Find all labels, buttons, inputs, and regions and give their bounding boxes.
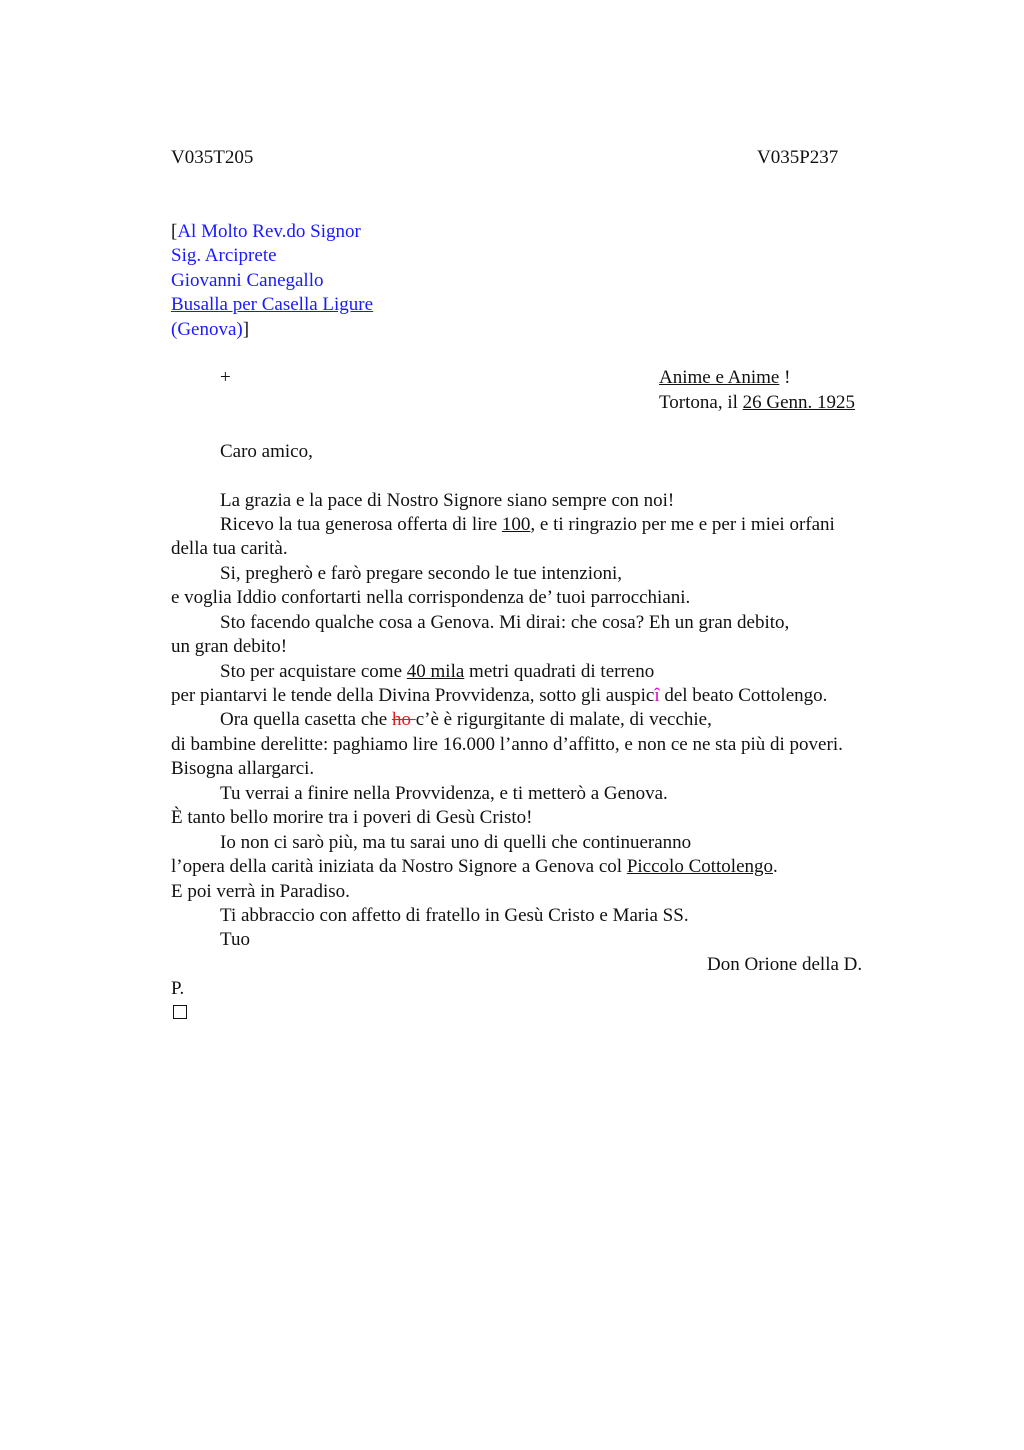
- paragraph-4-line-1: Sto facendo qualche cosa a Genova. Mi dirai: che cosa? Eh un gran debito,: [220, 612, 790, 633]
- document-code-left: V035T205: [171, 147, 254, 168]
- paragraph-6-line-1: [220, 708, 712, 732]
- salutation: Caro amico,: [220, 441, 313, 462]
- address-line-3: Giovanni Canegallo: [171, 270, 324, 291]
- paragraph-1: La grazia e la pace di Nostro Signore siano sempre con noi!: [220, 490, 675, 511]
- paragraph-9: Ti abbraccio con affetto di fratello in Gesù Cristo e Maria SS.: [220, 905, 689, 926]
- cross-symbol: +: [220, 367, 231, 388]
- paragraph-6-line-3: Bisogna allargarci.: [171, 758, 315, 779]
- motto-exclamation: !: [779, 367, 791, 388]
- address-open-bracket: [: [171, 221, 178, 242]
- paragraph-4-line-2: un gran debito!: [171, 636, 288, 657]
- address-recipient-title: Al Molto Rev.do Signor: [177, 221, 361, 242]
- p2-text-b: , e ti ringrazio per me e per i miei orfani: [530, 514, 835, 535]
- place-date-line: [659, 391, 855, 415]
- paragraph-5-line-2: [171, 684, 827, 708]
- p5-text-b: metri quadrati di terreno: [464, 661, 655, 682]
- closing: Tuo: [220, 929, 250, 950]
- paragraph-5-line-1: [220, 660, 654, 684]
- paragraph-3-line-2: e voglia Iddio confortarti nella corrispondenza de’ tuoi parrocchiani.: [171, 587, 691, 608]
- date: 26 Genn. 1925: [742, 392, 856, 413]
- motto: Anime e Anime: [659, 367, 780, 388]
- motto-line: [659, 366, 790, 390]
- paragraph-2-line-2: della tua carità.: [171, 538, 288, 559]
- address-province: (Genova): [171, 319, 243, 340]
- paragraph-2-line-1: [220, 513, 835, 537]
- address-line-4: Busalla per Casella Ligure: [171, 294, 374, 315]
- address-line-5: [171, 318, 249, 342]
- empty-box-symbol: [173, 1005, 187, 1019]
- paragraph-6-line-2: di bambine derelitte: paghiamo lire 16.000 l’anno d’affitto, e non ce ne sta più di poveri.: [171, 734, 843, 755]
- p6-text-a: Ora quella casetta che: [220, 709, 392, 730]
- signature: Don Orione della D.: [707, 954, 863, 975]
- p5-text-d: del beato Cottolengo.: [659, 685, 828, 706]
- correction-mark: î: [654, 685, 660, 706]
- paragraph-7-line-2: È tanto bello morire tra i poveri di Gesù Cristo!: [171, 807, 533, 828]
- deleted-word: ho: [391, 709, 416, 730]
- p6-text-b: c’è è rigurgitante di malate, di vecchie,: [415, 709, 712, 730]
- document-code-right: V035P237: [757, 147, 839, 168]
- offer-amount: 100: [501, 514, 531, 535]
- p5-text-c: per piantarvi le tende della Divina Provvidenza, sotto gli auspic: [171, 685, 655, 706]
- land-amount: 40 mila: [406, 661, 465, 682]
- paragraph-8-line-3: E poi verrà in Paradiso.: [171, 881, 350, 902]
- piccolo-cottolengo: Piccolo Cottolengo: [626, 856, 774, 877]
- place: Tortona, il: [659, 392, 743, 413]
- p5-text-a: Sto per acquistare come: [220, 661, 407, 682]
- address-close-bracket: ]: [242, 319, 250, 340]
- address-line-2: Sig. Arciprete: [171, 245, 277, 266]
- address-line-1: [171, 220, 361, 244]
- paragraph-8-line-1: Io non ci sarò più, ma tu sarai uno di quelli che continueranno: [220, 832, 692, 853]
- p8-text-b: .: [773, 856, 778, 877]
- signature-end: P.: [171, 978, 185, 999]
- p2-text-a: Ricevo la tua generosa offerta di lire: [220, 514, 502, 535]
- paragraph-8-line-2: [171, 855, 778, 879]
- paragraph-3-line-1: Si, pregherò e farò pregare secondo le tue intenzioni,: [220, 563, 623, 584]
- p8-text-a: l’opera della carità iniziata da Nostro Signore a Genova col: [171, 856, 627, 877]
- paragraph-7-line-1: Tu verrai a finire nella Provvidenza, e ti metterò a Genova.: [220, 783, 668, 804]
